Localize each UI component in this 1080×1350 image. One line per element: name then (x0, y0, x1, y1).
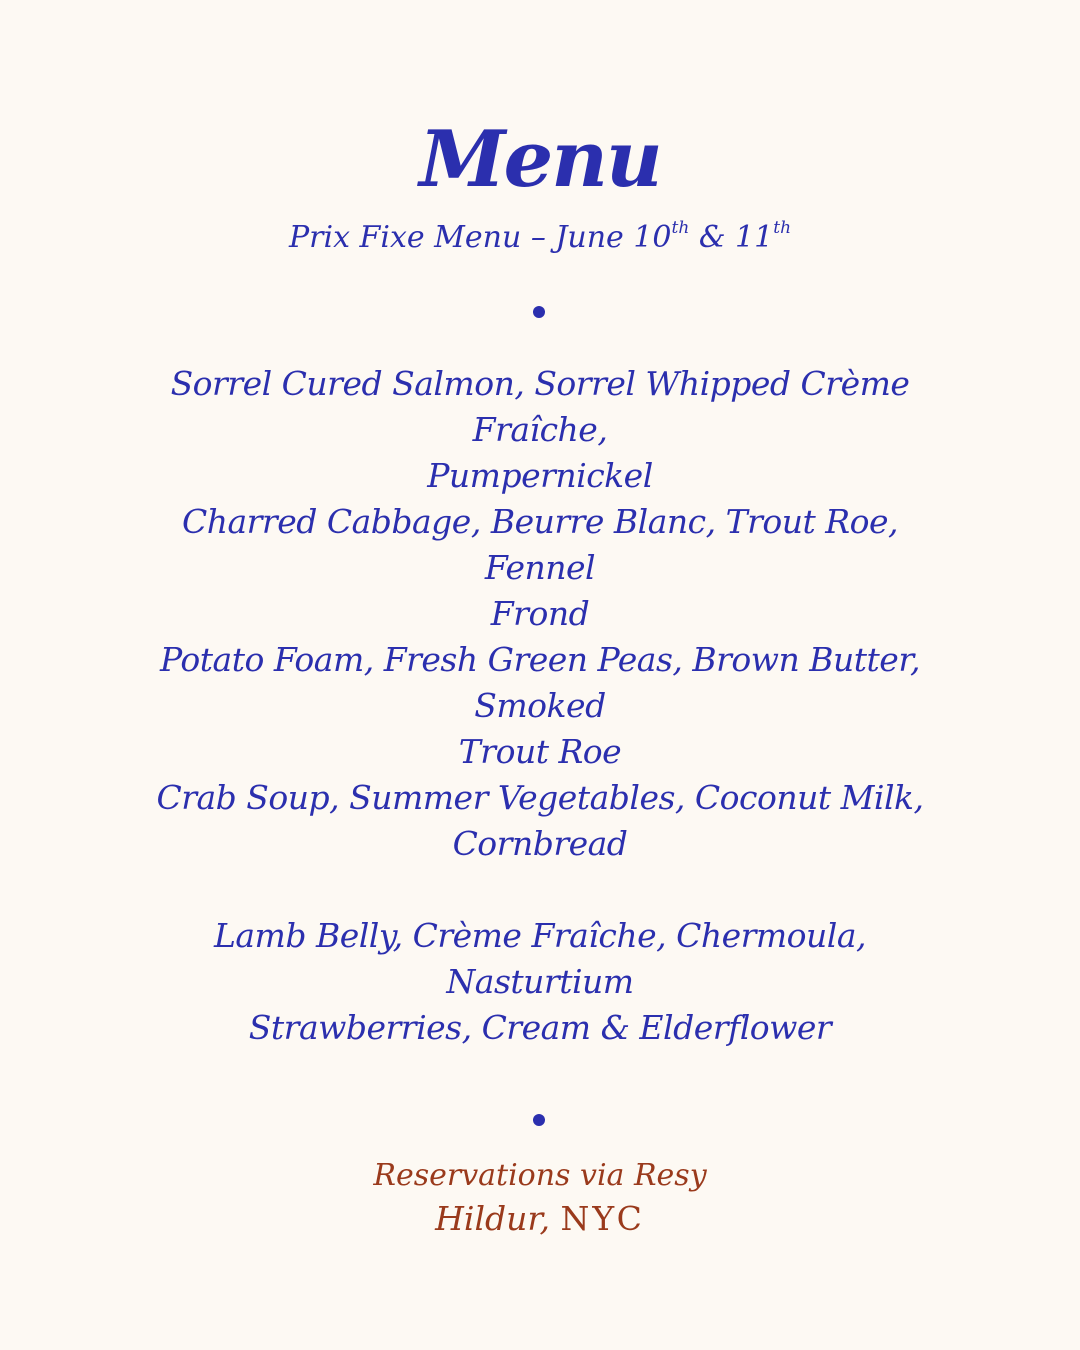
restaurant-location (0, 1196, 1080, 1242)
dish-item (130, 637, 950, 775)
dish-line: Cornbread (452, 824, 628, 863)
menu-title: Menu (419, 114, 661, 205)
dish-item (130, 1005, 950, 1051)
restaurant-name: Hildur, (435, 1199, 551, 1238)
dish-line: Frond (490, 594, 590, 633)
restaurant-city: NYC (560, 1199, 645, 1238)
dish-line: Charred Cabbage, Beurre Blanc, Trout Roe, Fennel (181, 502, 899, 587)
dish-item (130, 913, 950, 1005)
subtitle-middle: & 11 (689, 220, 774, 255)
dish-line: Lamb Belly, Crème Fraîche, Chermoula, Nasturtium (213, 916, 867, 1001)
subtitle-sup-2: th (773, 218, 792, 238)
subtitle-prefix: Prix Fixe Menu – June 10 (288, 220, 672, 255)
dish-line: Potato Foam, Fresh Green Peas, Brown Butter, Smoked (160, 640, 920, 725)
divider-dot-top (533, 306, 545, 318)
dish-line: Crab Soup, Summer Vegetables, Coconut Milk, (156, 778, 924, 817)
dish-item (130, 361, 950, 499)
dish-item (130, 499, 950, 637)
dish-line: Pumpernickel (427, 456, 653, 495)
dish-line: Strawberries, Cream & Elderflower (248, 1008, 832, 1047)
divider-dot-bottom (533, 1114, 545, 1126)
menu-subtitle (0, 212, 1080, 264)
reservations-note: Reservations via Resy (373, 1158, 707, 1193)
dish-line: Trout Roe (458, 732, 622, 771)
dish-line: Sorrel Cured Salmon, Sorrel Whipped Crème Fraîche, (170, 364, 910, 449)
dish-item (130, 775, 950, 867)
subtitle-sup-1: th (671, 218, 690, 238)
